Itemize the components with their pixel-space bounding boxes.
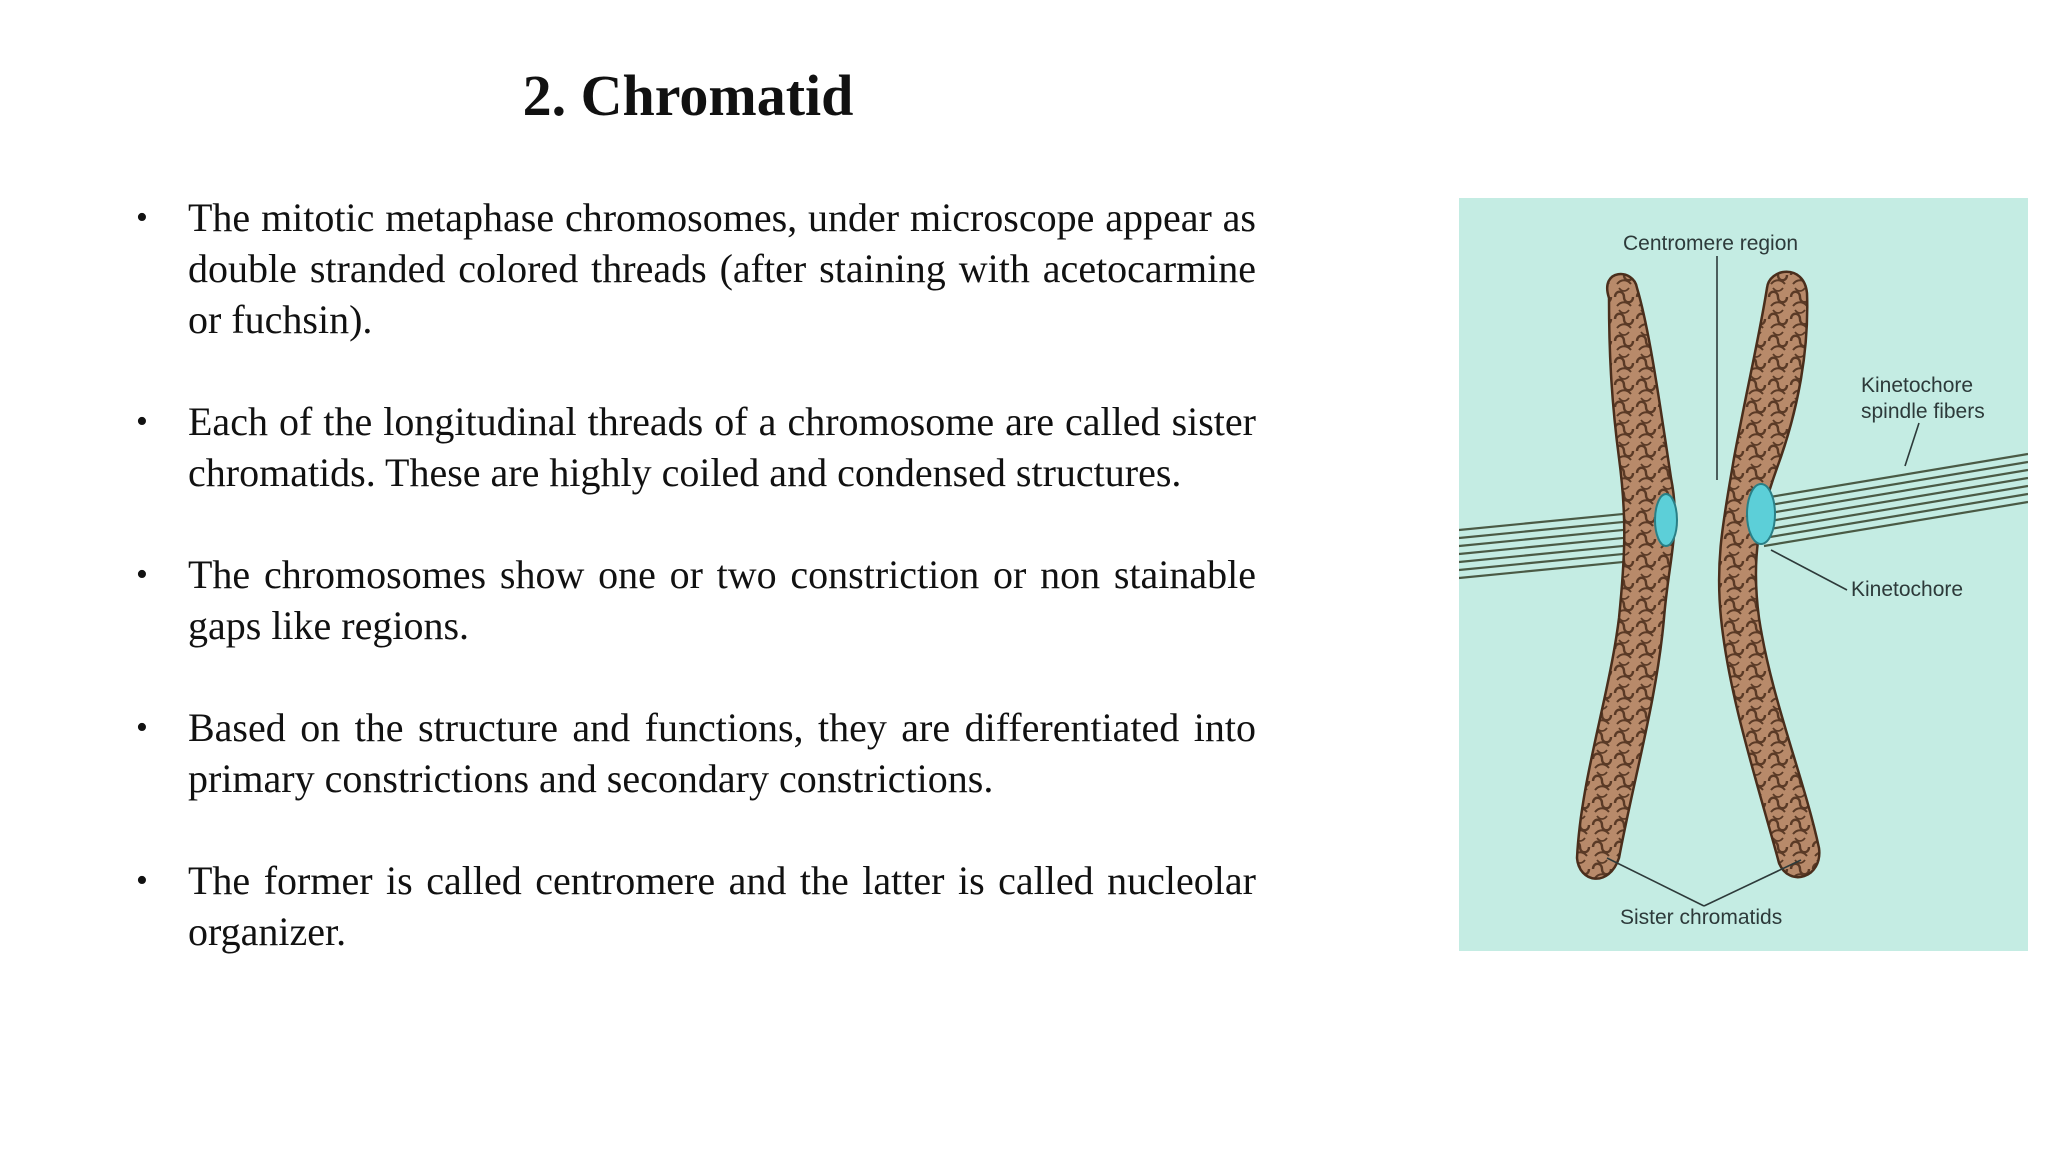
- bullet-marker: •: [136, 862, 148, 899]
- bullet-text: Each of the longitudinal threads of a chromosome are called sister chromatids. These are highly coiled and condensed structures.: [188, 399, 1256, 495]
- bullet-list: [136, 192, 1256, 1008]
- bullet-item: [136, 702, 1256, 804]
- slide-title: 2. Chromatid: [522, 63, 854, 128]
- bullet-marker: •: [136, 199, 148, 236]
- chromosome-diagram: [1459, 198, 2028, 951]
- bullet-item: [136, 549, 1256, 651]
- centromere-region-label: Centromere region: [1623, 232, 1799, 255]
- kinetochore-label: Kinetochore: [1851, 578, 1964, 601]
- kinetochore-left: [1655, 494, 1677, 546]
- bullet-marker: •: [136, 709, 148, 746]
- bullet-marker: •: [136, 556, 148, 593]
- spindle-fibers-label-line1: Kinetochore: [1861, 374, 1974, 397]
- chromosome-figure: [1459, 198, 2028, 951]
- bullet-item: [136, 396, 1256, 498]
- bullet-text: The former is called centromere and the latter is called nucleolar organizer.: [188, 858, 1256, 954]
- bullet-text: The chromosomes show one or two constriction or non stainable gaps like regions.: [188, 552, 1256, 648]
- kinetochore-right: [1747, 484, 1775, 544]
- spindle-fibers-label-line2: spindle fibers: [1861, 400, 1985, 423]
- bullet-text: The mitotic metaphase chromosomes, under microscope appear as double stranded colored threads (after staining with acetocarmine or fuchsin).: [188, 195, 1256, 342]
- bullet-marker: •: [136, 403, 148, 440]
- sister-chromatids-label: Sister chromatids: [1620, 906, 1783, 929]
- bullet-item: [136, 855, 1256, 957]
- bullet-text: Based on the structure and functions, they are differentiated into primary constrictions and secondary constrictions.: [188, 705, 1256, 801]
- bullet-item: [136, 192, 1256, 345]
